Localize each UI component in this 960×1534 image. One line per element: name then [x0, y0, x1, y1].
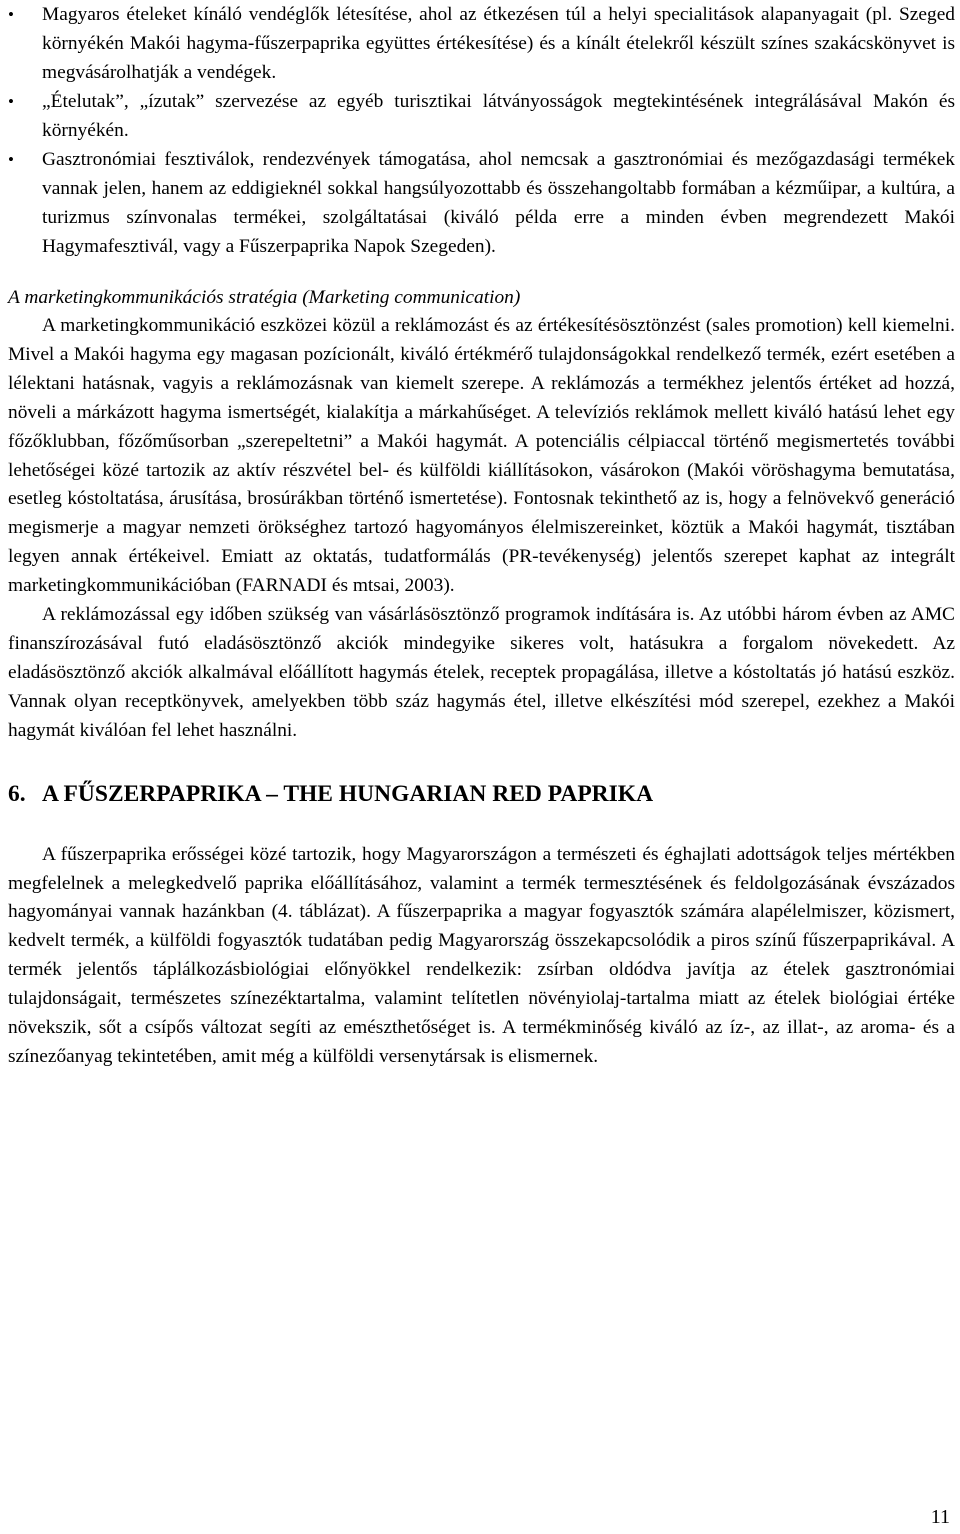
heading-spacer	[8, 809, 955, 841]
bullet-text: „Ételutak”, „ízutak” szervezése az egyéb turisztikai látványosságok megtekintésének integrálásával Makón és környékén.	[42, 91, 955, 141]
marketing-paragraph-2: A reklámozással egy időben szükség van vásárlásösztönző programok indítására is. Az utóbbi három évben az AMC finanszírozásával futó eladásösztönző akciók mindegyike sikeres volt, hatásukra a forgalom növekedett. Az eladásösztönző akciók alkalmával előállított hagymás ételek, receptek propagálása, illetve a kóstoltatás jó hatású eszköz. Vannak olyan receptkönyvek, amelyekben több száz hagymás étel, illetve elkészítési mód szerepel, ezekhez a Makói hagymát kiválóan fel lehet használni.	[8, 604, 955, 741]
section-title: A FŰSZERPAPRIKA – THE HUNGARIAN RED PAPRIKA	[42, 780, 654, 807]
page-number: 11	[930, 1506, 950, 1528]
bullet-text: Gasztronómiai fesztiválok, rendezvények támogatása, ahol nemcsak a gasztronómiai és mezőgazdasági termékek vannak jelen, hanem az eddigieknél sokkal hangsúlyozottabb és összehangoltabb formában a kézműipar, a kultúra, a turizmus színvonalas termékei, szolgáltatásai (kiváló példa erre a minden évben megrendezett Makói Hagymafesztivál, vagy a Fűszerpaprika Napok Szegeden).	[42, 149, 955, 257]
bullet-marker: •	[8, 150, 14, 169]
paprika-paragraph: A fűszerpaprika erősségei közé tartozik, hogy Magyarországon a természeti és éghajlati adottságok teljes mértékben megfelelnek a melegkedvelő paprika előállításához, valamint a termék termesztésének és feldolgozásának évszázados hagyományai vannak hazánkban (4. táblázat). A fűszerpaprika a magyar fogyasztók számára alapélelmiszer, közismert, kedvelt termék, a külföldi fogyasztók tudatában pedig Magyarország összekapcsolódik a piros színű fűszerpaprikával. A termék jelentős táplálkozásbiológiai előnyökkel rendelkezik: zsírban oldódva javítja az ételek gasztronómiai tulajdonságait, természetes színezéktartalma, valamint telítetlen növényiolaj-tartalma miatt az ételek biológiai értéke növekszik, sőt a csípős változat segíti az emészthetőséget is. A termékminőség kiváló az íz-, az illat-, az aroma- és a színezőanyag tekintetében, amit még a külföldi versenytársak is elismernek.	[8, 843, 955, 1067]
bullet-marker: •	[8, 92, 14, 111]
marketing-paragraph-1: A marketingkommunikáció eszközei közül a reklámozást és az értékesítésösztönzést (sales promotion) kell kiemelni. Mivel a Makói hagyma egy magasan pozícionált, kiváló értékmérő tulajdonságokkal rendelkező termék, ezért esetében a lélektani hatásnak, vagyis a reklámozásnak van kiemelt szerepe. A reklámozás a termékhez jelentős értéket ad hozzá, növeli a márkázott hagyma ismertségét, kialakítja a márkahűséget. A televíziós reklámok mellett kiváló hatású lehet egy főzőklubban, főzőműsorban „szerepeltetni” a Makói hagymát. A potenciális célpiaccal történő megismertetés további lehetőségei közé tartozik az aktív részvétel bel- és külföldi kiállításokon, vásárokon (Makói vöröshagyma bemutatása, esetleg kóstoltatása, árusítása, brosúrákban történő ismertetése). Fontosnak tekinthető az is, hogy a felnövekvő generáció megismerje a magyar nemzeti örökséghez tartozó hagyományos élelmiszereinket, köztük a Makói hagymát, tisztában legyen annak értékeivel. Emiatt az oktatás, tudatformálás (PR-tevékenység) jelentős szerepet kaphat az integrált marketingkommunikációban (FARNADI és mtsai, 2003).	[8, 315, 955, 597]
bullet-item-restaurants	[8, 0, 955, 87]
bullet-list	[8, 0, 955, 261]
marketing-subheading: A marketingkommunikációs stratégia (Marketing communication)	[8, 287, 521, 308]
bullet-marker: •	[8, 5, 14, 24]
bullet-text: Magyaros ételeket kínáló vendéglők létesítése, ahol az étkezésen túl a helyi specialitások alapanyagait (pl. Szeged környékén Makói hagyma-fűszerpaprika együttes értékesítése) és a kínált ételekről készült színes szakácskönyvet is megvásárolhatják a vendégek.	[42, 4, 955, 83]
bullet-item-food-routes	[8, 87, 955, 145]
section-heading	[8, 779, 955, 809]
bullet-item-festivals	[8, 145, 955, 261]
document-page	[8, 0, 955, 1072]
section-number: 6.	[8, 780, 26, 807]
